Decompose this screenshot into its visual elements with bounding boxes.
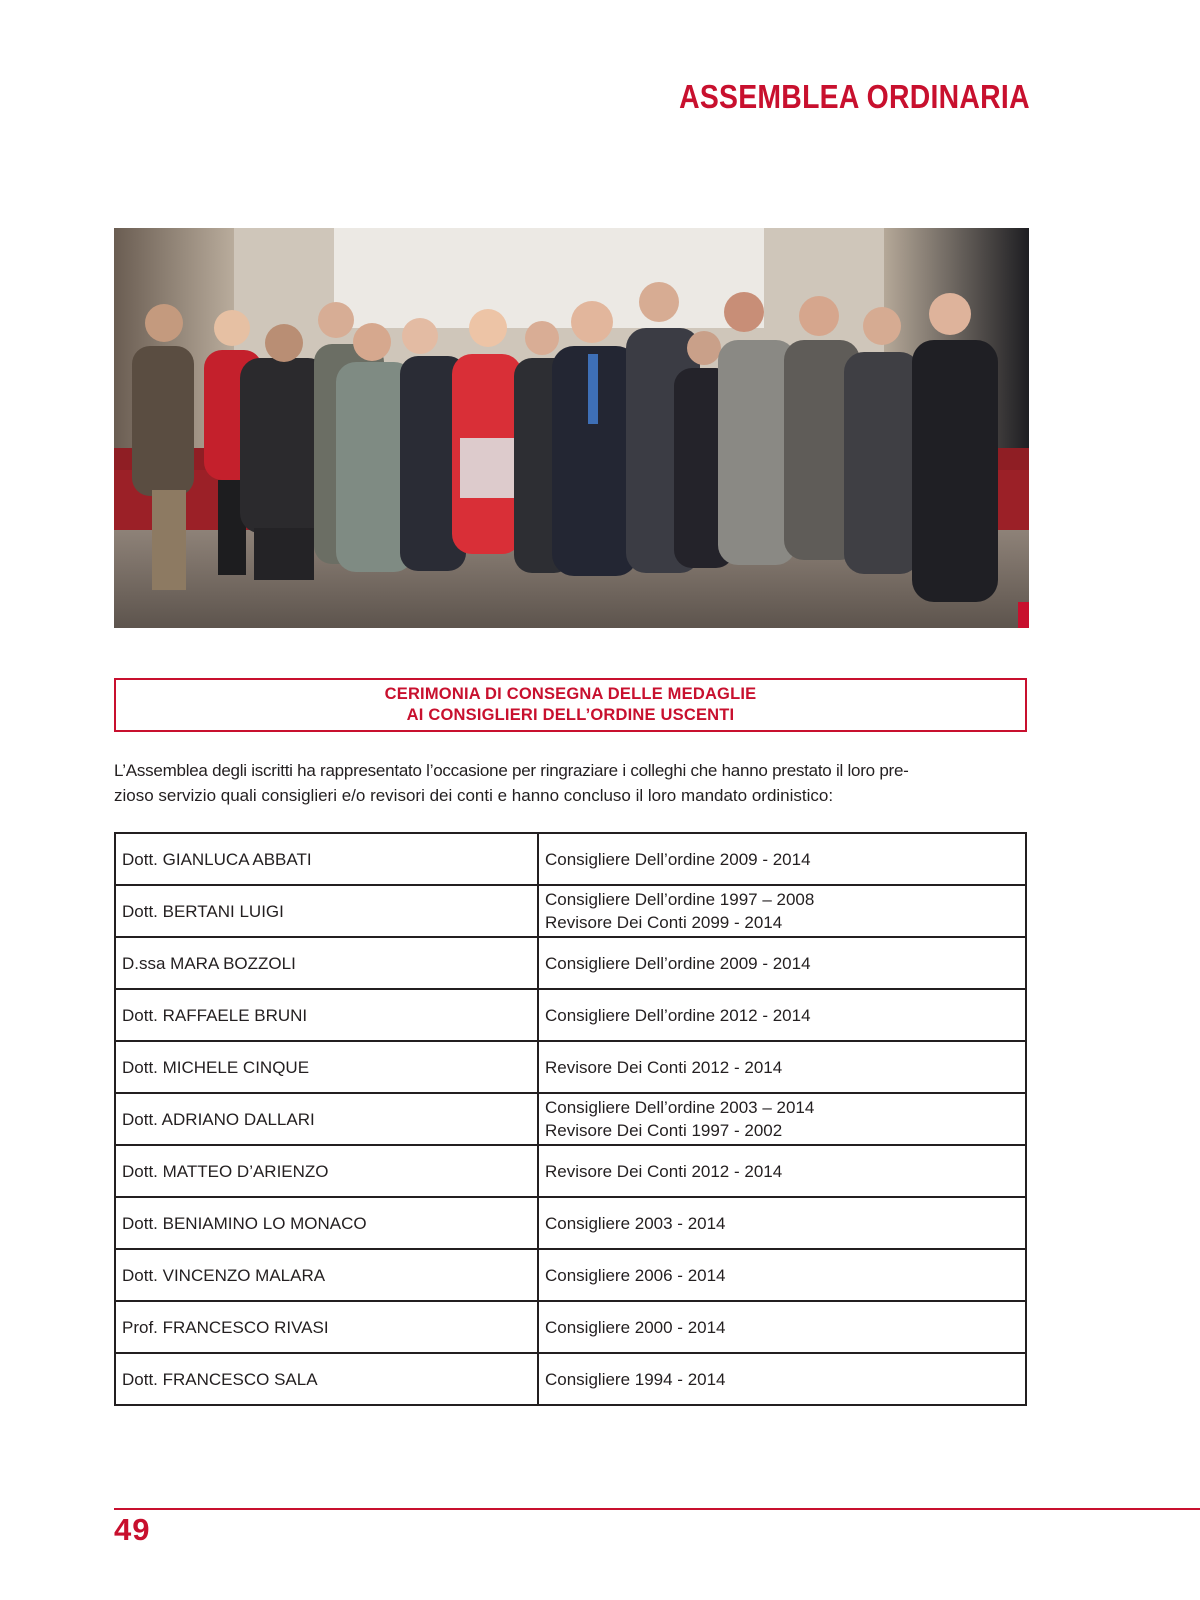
- member-role: Consigliere 2003 - 2014: [545, 1213, 726, 1233]
- member-role: Consigliere Dell’ordine 2009 - 2014: [545, 953, 811, 973]
- member-role: Consigliere 2000 - 2014: [545, 1317, 726, 1337]
- intro-line-1: L’Assemblea degli iscritti ha rappresentato l’occasione per ringraziare i colleghi che hanno prestato il loro pre-: [114, 761, 909, 780]
- member-role: Revisore Dei Conti 2012 - 2014: [545, 1161, 783, 1181]
- member-role: Consigliere Dell’ordine 2012 - 2014: [545, 1005, 811, 1025]
- member-roles: [538, 1249, 1026, 1301]
- section-title-line-1: CERIMONIA DI CONSEGNA DELLE MEDAGLIE: [384, 685, 757, 703]
- table-row: [115, 1301, 1026, 1353]
- table-row: [115, 885, 1026, 937]
- member-role: Revisore Dei Conti 2012 - 2014: [545, 1057, 783, 1077]
- member-roles: [538, 1093, 1026, 1145]
- member-name: Prof. FRANCESCO RIVASI: [115, 1301, 538, 1353]
- member-name: Dott. MATTEO D’ARIENZO: [115, 1145, 538, 1197]
- intro-line-2: zioso servizio quali consiglieri e/o revisori dei conti e hanno concluso il loro mandato ordinistico:: [114, 786, 834, 805]
- member-name: D.ssa MARA BOZZOLI: [115, 937, 538, 989]
- member-role: Consigliere Dell’ordine 1997 – 2008: [545, 890, 815, 909]
- member-name: Dott. FRANCESCO SALA: [115, 1353, 538, 1405]
- member-roles: [538, 1197, 1026, 1249]
- members-table: [114, 832, 1027, 1406]
- member-name: Dott. BERTANI LUIGI: [115, 885, 538, 937]
- intro-paragraph: [114, 758, 1026, 808]
- member-role: Consigliere 2006 - 2014: [545, 1265, 726, 1285]
- member-role: Revisore Dei Conti 2099 - 2014: [545, 913, 783, 932]
- member-role: Revisore Dei Conti 1997 - 2002: [545, 1121, 783, 1140]
- member-roles: [538, 833, 1026, 885]
- member-roles: [538, 1041, 1026, 1093]
- table-row: [115, 937, 1026, 989]
- section-title-box: [114, 678, 1027, 732]
- table-row: [115, 1249, 1026, 1301]
- member-roles: [538, 1353, 1026, 1405]
- member-name: Dott. RAFFAELE BRUNI: [115, 989, 538, 1041]
- table-row: [115, 1145, 1026, 1197]
- member-name: Dott. VINCENZO MALARA: [115, 1249, 538, 1301]
- member-role: Consigliere Dell’ordine 2003 – 2014: [545, 1098, 815, 1117]
- table-row: [115, 1353, 1026, 1405]
- table-row: [115, 1041, 1026, 1093]
- group-photo: [114, 228, 1029, 628]
- table-row: [115, 989, 1026, 1041]
- member-roles: [538, 989, 1026, 1041]
- table-row: [115, 1093, 1026, 1145]
- member-name: Dott. MICHELE CINQUE: [115, 1041, 538, 1093]
- member-roles: [538, 1145, 1026, 1197]
- section-title-line-2: AI CONSIGLIERI DELL’ORDINE USCENTI: [406, 706, 735, 724]
- page-number: 49: [114, 1512, 151, 1547]
- page-title: ASSEMBLEA ORDINARIA: [679, 78, 1030, 115]
- member-name: Dott. BENIAMINO LO MONACO: [115, 1197, 538, 1249]
- member-roles: [538, 885, 1026, 937]
- member-name: Dott. ADRIANO DALLARI: [115, 1093, 538, 1145]
- table-row: [115, 833, 1026, 885]
- member-roles: [538, 1301, 1026, 1353]
- member-role: Consigliere 1994 - 2014: [545, 1369, 726, 1389]
- member-role: Consigliere Dell’ordine 2009 - 2014: [545, 849, 811, 869]
- table-row: [115, 1197, 1026, 1249]
- member-roles: [538, 937, 1026, 989]
- member-name: Dott. GIANLUCA ABBATI: [115, 833, 538, 885]
- footer-divider: [114, 1508, 1200, 1510]
